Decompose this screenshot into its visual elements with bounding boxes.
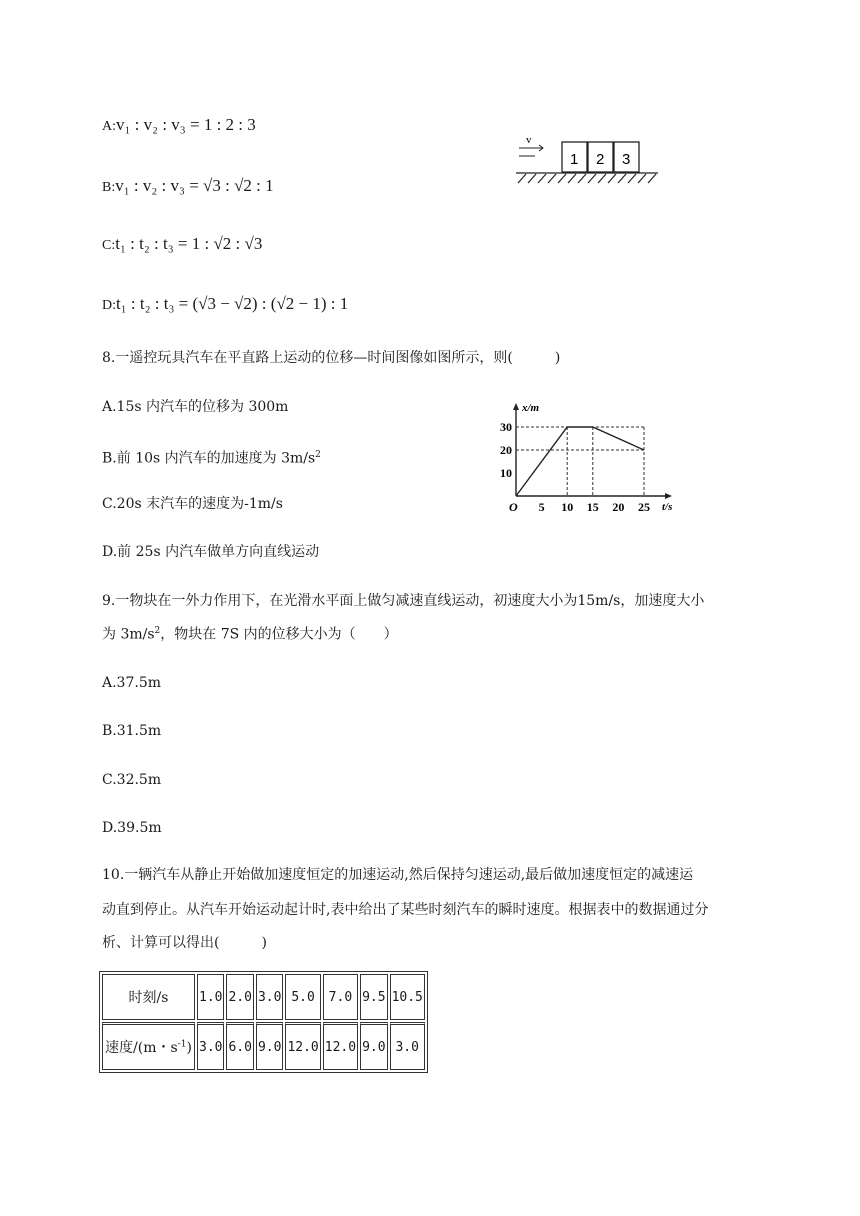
- x-axis-arrow: [665, 493, 672, 499]
- ground-surface: [516, 173, 658, 183]
- origin-label: O: [509, 500, 518, 514]
- y-tick-label: 10: [500, 466, 512, 480]
- table-cell: 3.0: [390, 1022, 425, 1070]
- table-cell: 5.0: [285, 974, 320, 1020]
- y-tick-label: 30: [500, 420, 512, 434]
- velocity-label: v: [526, 134, 532, 146]
- speed-time-table: [99, 971, 428, 1073]
- q10-stem-line-2: 动直到停止。从汽车开始运动起计时,表中给出了某些时刻汽车的瞬时速度。根据表中的数据通过分: [102, 902, 709, 918]
- series-line: [516, 427, 644, 496]
- table-cell: 9.0: [256, 1022, 283, 1070]
- q7-option-d: D:t₁ : t₂ : t₃ = (√3 − √2) : (√2 − 1) : 1: [102, 294, 349, 313]
- series-layer: [516, 427, 644, 496]
- q7-option-b: B:v₁ : v₂ : v₃ = √3 : √2 : 1: [102, 176, 274, 195]
- speed-header: 速度/(m・$s^{-1}$): [102, 1022, 195, 1070]
- time-header: 时刻/s: [102, 974, 195, 1020]
- table-cell: 7.0: [323, 974, 358, 1020]
- q8-option-b: B.前 10s 内汽车的加速度为 $3m/s^2$: [102, 450, 321, 467]
- x-axis-label: t/s: [662, 501, 673, 513]
- table-cell: 12.0: [285, 1022, 320, 1070]
- table-cell: 10.5: [390, 974, 425, 1020]
- q9-option-c: C.32.5m: [102, 772, 162, 788]
- table-cell: 12.0: [323, 1022, 358, 1070]
- guide-lines: [516, 427, 644, 496]
- table-cell: 1.0: [197, 974, 224, 1020]
- svg-text:3: 3: [622, 151, 631, 168]
- table-cell: 9.0: [360, 1022, 387, 1070]
- x-tick-label: 20: [612, 500, 625, 514]
- x-tick-label: 5: [538, 500, 545, 514]
- svg-text:1: 1: [570, 151, 579, 168]
- svg-text:2: 2: [596, 151, 605, 168]
- q8-stem: 8.一遥控玩具汽车在平直路上运动的位移—时间图像如图所示，则( ): [102, 350, 561, 366]
- q8-option-d: D.前 25s 内汽车做单方向直线运动: [102, 544, 320, 560]
- y-tick-label: 20: [500, 443, 512, 457]
- q7-option-c: C:t₁ : t₂ : t₃ = 1 : √2 : √3: [102, 234, 263, 253]
- block-2: [588, 142, 613, 172]
- y-axis-arrow: [513, 403, 519, 410]
- velocity-arrow: [519, 145, 543, 156]
- table-cell: 3.0: [197, 1022, 224, 1070]
- q9-stem-line-2: 为 $3m/s^2$，物块在 7S 内的位移大小为（ ）: [102, 626, 398, 643]
- q8-option-a: A.15s 内汽车的位移为 300m: [102, 399, 289, 415]
- q9-option-a: A.37.5m: [102, 675, 162, 691]
- x-tick-label: 15: [586, 500, 599, 514]
- tick-labels: [500, 420, 650, 514]
- block-1: [562, 142, 587, 172]
- q9-stem-line-1: 9.一物块在一外力作用下，在光滑水平面上做匀减速直线运动，初速度大小为15m/s，加速度大小: [102, 593, 705, 609]
- q9-option-d: D.39.5m: [102, 820, 162, 836]
- displacement-time-graph: [496, 398, 686, 516]
- blocks-figure: [513, 131, 661, 185]
- q10-stem-line-3: 析、计算可以得出( ): [102, 935, 267, 951]
- x-tick-label: 10: [561, 500, 574, 514]
- y-axis-label: x/m: [522, 402, 540, 414]
- q8-option-c: C.20s 末汽车的速度为-1m/s: [102, 496, 283, 512]
- block-3: [614, 142, 639, 172]
- table-row-speed: [102, 1022, 425, 1070]
- q7-option-a: A:v₁ : v₂ : v₃ = 1 : 2 : 3: [102, 115, 256, 134]
- q10-stem-line-1: 10.一辆汽车从静止开始做加速度恒定的加速运动,然后保持匀速运动,最后做加速度恒定的减速运: [102, 867, 694, 883]
- x-tick-label: 25: [638, 500, 650, 514]
- q9-option-b: B.31.5m: [102, 723, 162, 739]
- table-cell: 3.0: [256, 974, 283, 1020]
- table-cell: 9.5: [360, 974, 387, 1020]
- table-cell: 2.0: [226, 974, 253, 1020]
- table-row-time: [102, 974, 425, 1020]
- table-cell: 6.0: [226, 1022, 253, 1070]
